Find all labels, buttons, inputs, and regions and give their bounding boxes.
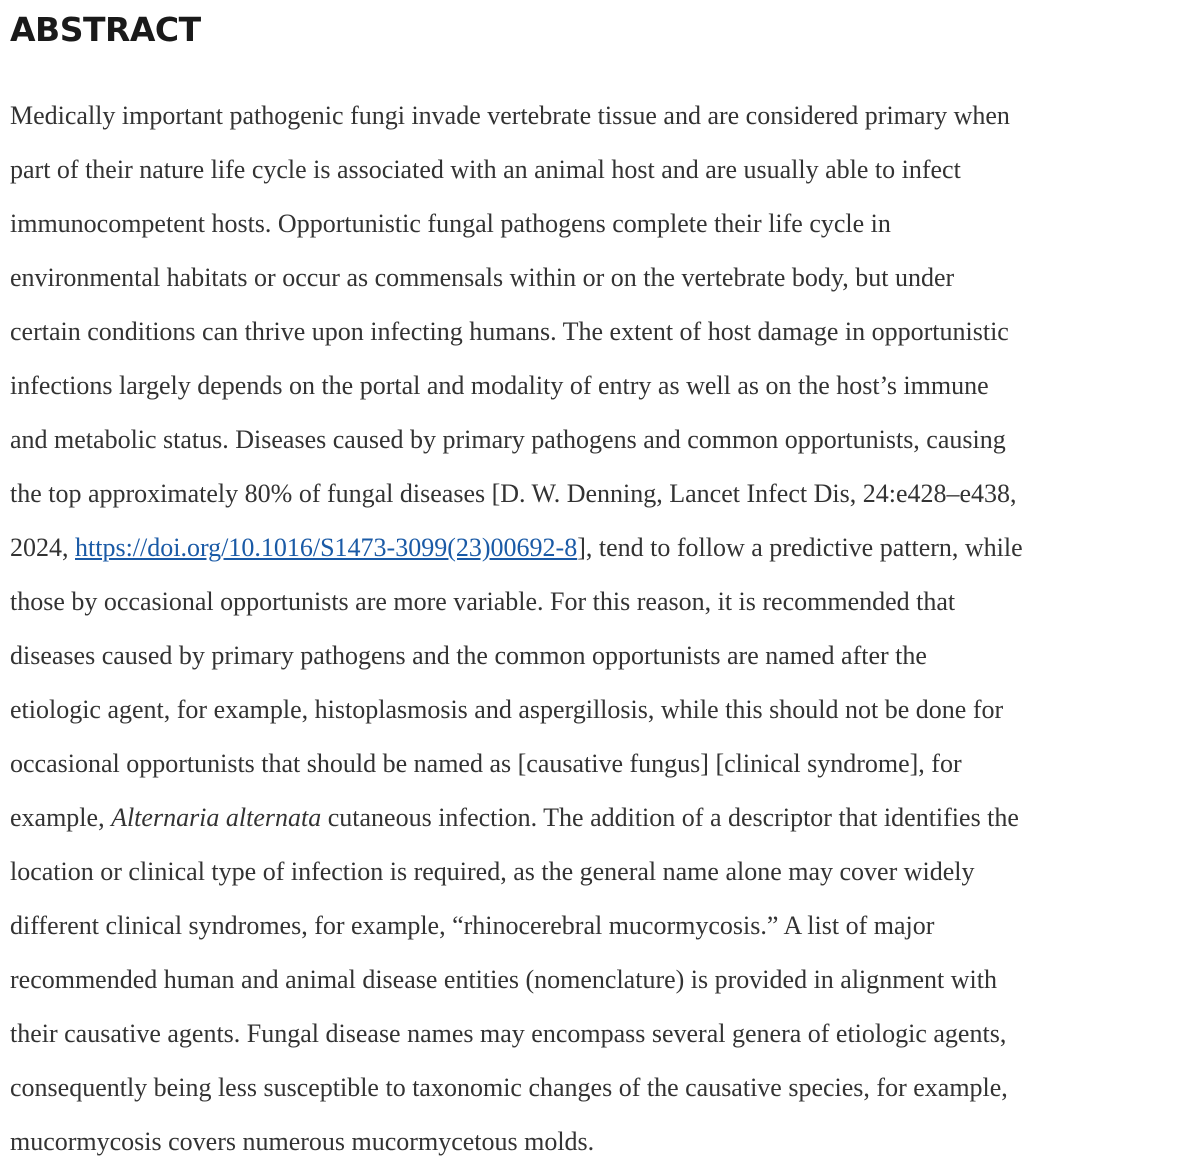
doi-suffix-text: ], tend to follow a predictive pattern, while: [577, 533, 1023, 562]
abstract-line: different clinical syndromes, for example, “rhinocerebral mucormycosis.” A list of major: [10, 911, 935, 940]
abstract-line: mucormycosis covers numerous mucormycetous molds.: [10, 1127, 595, 1156]
abstract-line: certain conditions can thrive upon infecting humans. The extent of host damage in opportunistic: [10, 317, 1009, 346]
abstract-line: environmental habitats or occur as commensals within or on the vertebrate body, but under: [10, 263, 955, 292]
abstract-heading: ABSTRACT: [10, 10, 201, 49]
abstract-line: infections largely depends on the portal and modality of entry as well as on the host’s immune: [10, 371, 989, 400]
abstract-line: diseases caused by primary pathogens and the common opportunists are named after the: [10, 641, 927, 670]
abstract-line: those by occasional opportunists are more variable. For this reason, it is recommended that: [10, 587, 956, 616]
abstract-line: location or clinical type of infection is required, as the general name alone may cover widely: [10, 857, 975, 886]
abstract-line: occasional opportunists that should be named as [causative fungus] [clinical syndrome], for: [10, 749, 962, 778]
abstract-body: [10, 89, 1190, 1169]
abstract-line: immunocompetent hosts. Opportunistic fungal pathogens complete their life cycle in: [10, 209, 891, 238]
abstract-line: etiologic agent, for example, histoplasmosis and aspergillosis, while this should not be done for: [10, 695, 1004, 724]
abstract-section: [10, 0, 1190, 1156]
doi-link[interactable]: https://doi.org/10.1016/S1473-3099(23)00692-8: [75, 533, 578, 562]
doi-prefix-text: 2024,: [10, 533, 75, 562]
abstract-line: the top approximately 80% of fungal diseases [D. W. Denning, Lancet Infect Dis, 24:e428–e438,: [10, 479, 1017, 508]
abstract-line-with-species: [10, 791, 1190, 845]
species-prefix-text: example,: [10, 803, 112, 832]
abstract-line: recommended human and animal disease entities (nomenclature) is provided in alignment with: [10, 965, 997, 994]
abstract-line: part of their nature life cycle is associated with an animal host and are usually able to infect: [10, 155, 961, 184]
abstract-line: Medically important pathogenic fungi invade vertebrate tissue and are considered primary when: [10, 101, 1010, 130]
species-name: Alternaria alternata: [111, 803, 322, 832]
abstract-line: and metabolic status. Diseases caused by primary pathogens and common opportunists, causing: [10, 425, 1006, 454]
abstract-line: consequently being less susceptible to taxonomic changes of the causative species, for example,: [10, 1073, 1008, 1102]
species-suffix-text: cutaneous infection. The addition of a descriptor that identifies the: [321, 803, 1019, 832]
abstract-line-with-doi: [10, 521, 1190, 575]
abstract-line: their causative agents. Fungal disease names may encompass several genera of etiologic agents,: [10, 1019, 1007, 1048]
